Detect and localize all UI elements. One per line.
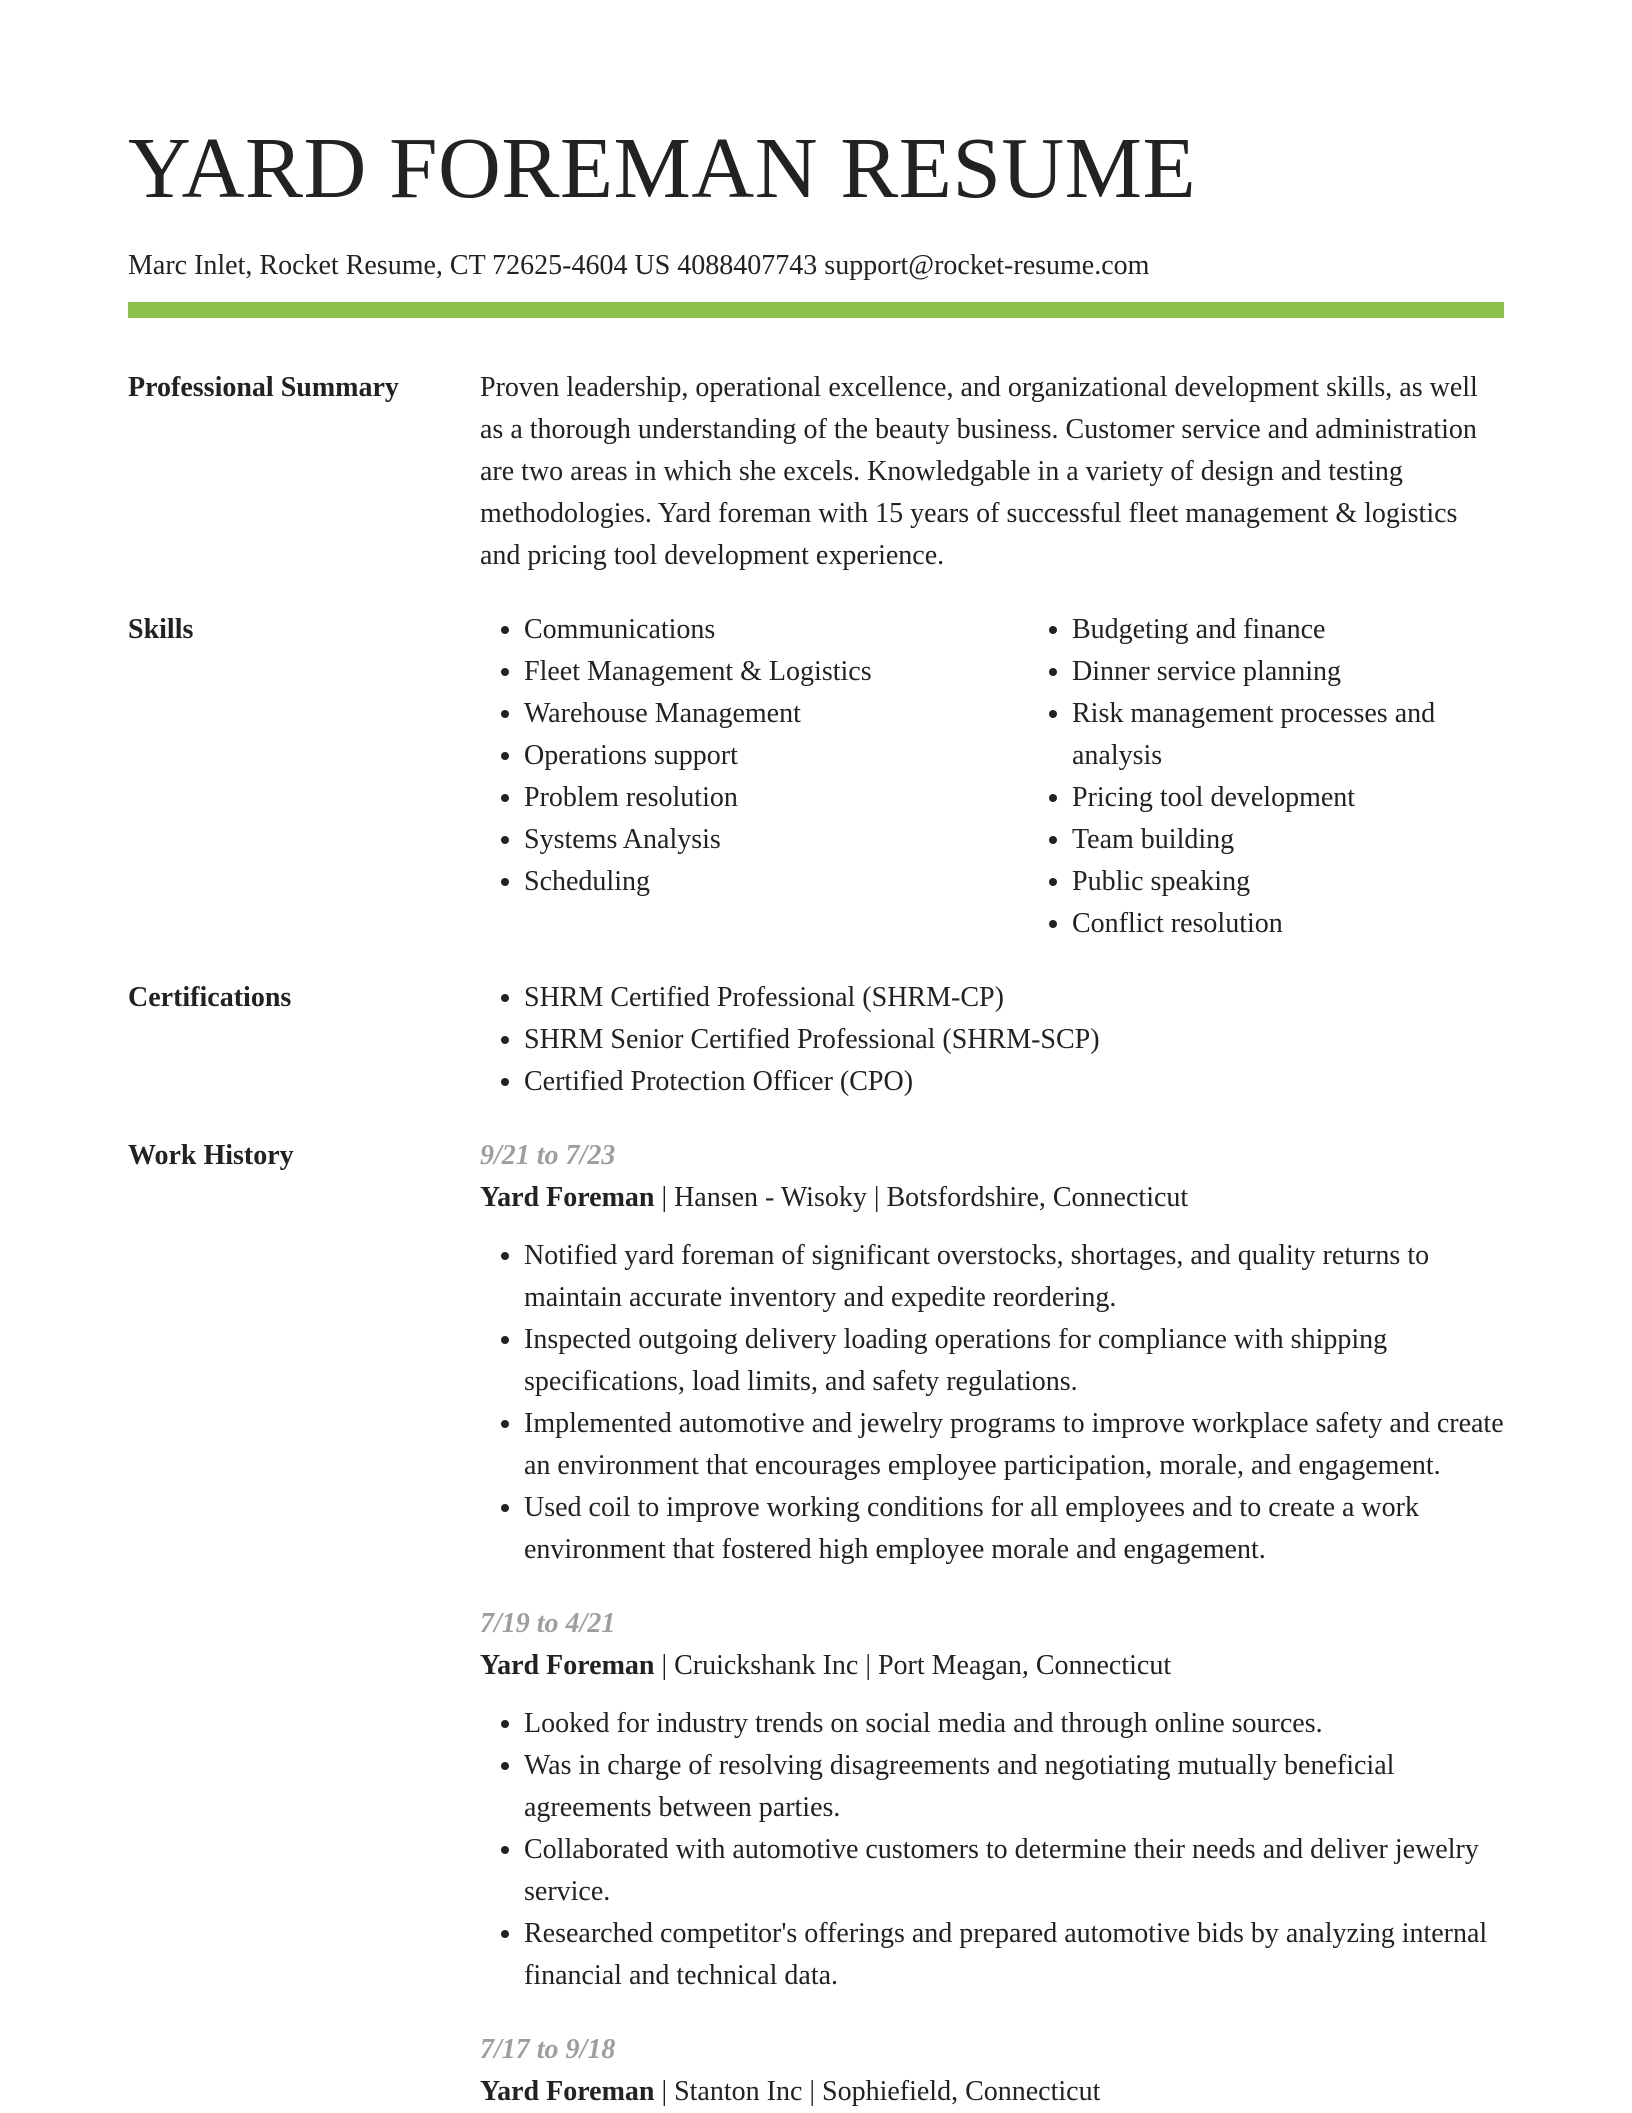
skill-item: • Operations support <box>524 735 1028 777</box>
job-bullet: • Implemented automotive and jewelry programs to improve workplace safety and create an environment that encourages employee participation, morale, and engagement. <box>524 1403 1504 1487</box>
summary-body <box>480 367 1504 577</box>
skill-item: • Risk management processes and analysis <box>1072 693 1504 777</box>
certifications-section <box>128 977 1504 1103</box>
certifications-body <box>480 977 1504 1103</box>
job-entry <box>480 1603 1504 1997</box>
summary-text: Proven leadership, operational excellence, and organizational development skills, as well as a thorough understanding of the beauty business. Customer service and administration are two areas in which she excels. Knowledgable in a variety of design and testing methodologies. Yard foreman with 15 years of successful fleet management & logistics and pricing tool development experience. <box>480 372 1478 571</box>
job-title: Yard Foreman <box>480 1182 655 1213</box>
skills-section <box>128 609 1504 945</box>
job-heading <box>480 1645 1504 1687</box>
skill-item: • Scheduling <box>524 861 1028 903</box>
skill-item: • Conflict resolution <box>1072 903 1504 945</box>
summary-heading: Professional Summary <box>128 372 399 403</box>
skill-item: • Pricing tool development <box>1072 777 1504 819</box>
work-history-body <box>480 1135 1504 2113</box>
skill-item: • Warehouse Management <box>524 693 1028 735</box>
job-dates: 7/19 to 4/21 <box>480 1608 616 1639</box>
certification-item: • SHRM Senior Certified Professional (SHRM-SCP) <box>524 1019 1504 1061</box>
skills-column-left <box>480 609 1028 945</box>
certifications-heading: Certifications <box>128 982 292 1013</box>
job-company-location: | Cruickshank Inc | Port Meagan, Connecticut <box>654 1650 1172 1681</box>
contact-line: Marc Inlet, Rocket Resume, CT 72625-4604 US 4088407743 support@rocket-resume.com <box>128 250 1150 281</box>
resume-title: YARD FOREMAN RESUME <box>128 119 1197 216</box>
certifications-list <box>480 977 1504 1103</box>
job-bullets <box>480 1703 1504 1997</box>
job-bullet: • Notified yard foreman of significant overstocks, shortages, and quality returns to maintain accurate inventory and expedite reordering. <box>524 1235 1504 1319</box>
resume-page <box>128 0 1504 2113</box>
skills-body <box>480 609 1504 945</box>
job-bullet: • Collaborated with automotive customers to determine their needs and deliver jewelry service. <box>524 1829 1504 1913</box>
certification-item: • Certified Protection Officer (CPO) <box>524 1061 1504 1103</box>
skill-item: • Dinner service planning <box>1072 651 1504 693</box>
job-title: Yard Foreman <box>480 2076 655 2107</box>
job-heading <box>480 2071 1504 2113</box>
skill-item: • Systems Analysis <box>524 819 1028 861</box>
header-accent-rule <box>128 302 1504 318</box>
skills-heading: Skills <box>128 614 194 645</box>
skill-item: • Budgeting and finance <box>1072 609 1504 651</box>
job-bullet: • Inspected outgoing delivery loading operations for compliance with shipping specifications, load limits, and safety regulations. <box>524 1319 1504 1403</box>
job-bullet: • Was in charge of resolving disagreements and negotiating mutually beneficial agreements between parties. <box>524 1745 1504 1829</box>
job-company-location: | Hansen - Wisoky | Botsfordshire, Connecticut <box>654 1182 1189 1213</box>
skills-column-right <box>1028 609 1504 945</box>
certification-item: • SHRM Certified Professional (SHRM-CP) <box>524 977 1504 1019</box>
job-bullet: • Researched competitor's offerings and prepared automotive bids by analyzing internal financial and technical data. <box>524 1913 1504 1997</box>
job-company-location: | Stanton Inc | Sophiefield, Connecticut <box>654 2076 1101 2107</box>
job-entry <box>480 2029 1504 2113</box>
job-entry <box>480 1135 1504 1571</box>
summary-section <box>128 367 1504 577</box>
job-heading <box>480 1177 1504 1219</box>
job-bullets <box>480 1235 1504 1571</box>
job-dates: 7/17 to 9/18 <box>480 2034 616 2065</box>
skill-item: • Fleet Management & Logistics <box>524 651 1028 693</box>
skill-item: • Public speaking <box>1072 861 1504 903</box>
job-title: Yard Foreman <box>480 1650 655 1681</box>
job-dates: 9/21 to 7/23 <box>480 1140 616 1171</box>
work-history-section <box>128 1135 1504 2113</box>
job-bullet: • Used coil to improve working conditions for all employees and to create a work environment that fostered high employee morale and engagement. <box>524 1487 1504 1571</box>
skill-item: • Communications <box>524 609 1028 651</box>
skill-item: • Problem resolution <box>524 777 1028 819</box>
job-bullet: • Looked for industry trends on social media and through online sources. <box>524 1703 1504 1745</box>
work-history-heading: Work History <box>128 1140 294 1171</box>
skill-item: • Team building <box>1072 819 1504 861</box>
